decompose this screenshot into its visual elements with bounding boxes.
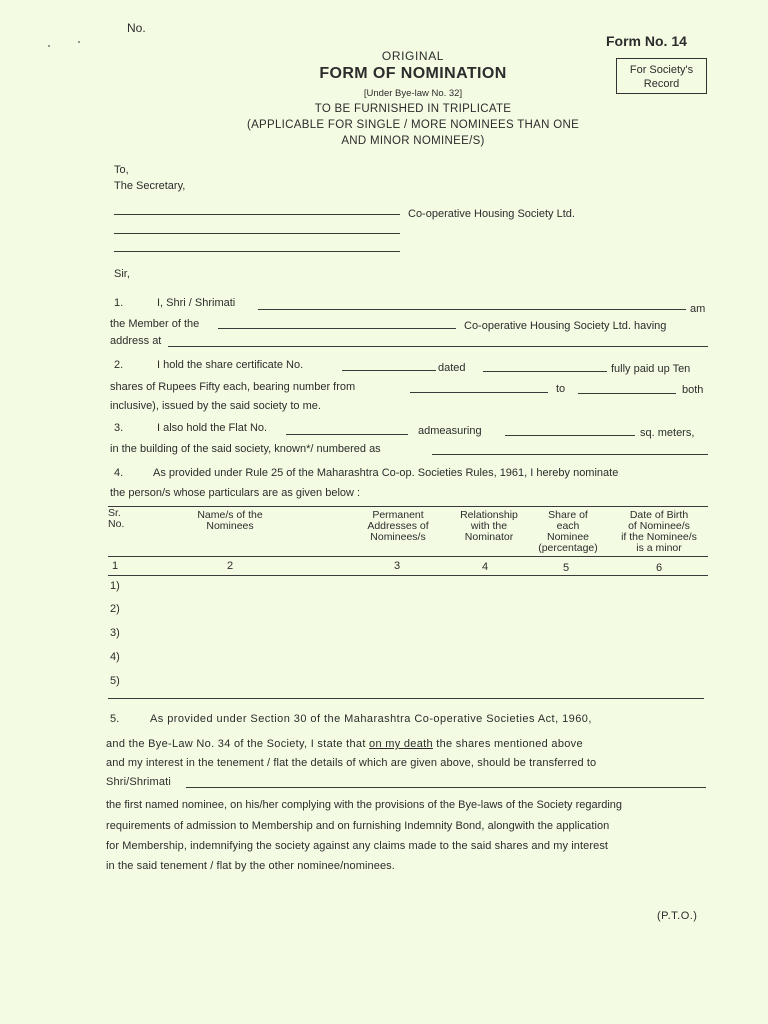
column-number-1: 1 — [112, 560, 119, 572]
clause-1-society-suffix: Co-operative Housing Society Ltd. having — [464, 320, 667, 332]
clause-4-text-2: the person/s whose particulars are as given below : — [110, 487, 361, 499]
column-number-3: 3 — [394, 560, 401, 572]
society-suffix: Co-operative Housing Society Ltd. — [408, 208, 575, 220]
table-row[interactable]: 2) — [110, 603, 120, 615]
society-address-line-2[interactable] — [114, 251, 400, 252]
header-nominee-names: Name/s of the Nominees — [197, 509, 263, 532]
pto-label: (P.T.O.) — [657, 910, 698, 922]
clause-5-line-7: for Membership, indemnifying the society against any claims made to the said shares and my interest — [106, 840, 609, 852]
society-address-line-1[interactable] — [114, 233, 400, 234]
clause-5-shri-label: Shri/Shrimati — [106, 776, 171, 788]
table-row[interactable]: 1) — [110, 580, 120, 592]
record-line-1: For Society's — [629, 64, 694, 76]
table-number-rule — [108, 575, 708, 576]
table-row[interactable]: 5) — [110, 675, 120, 687]
clause-2-inclusive: inclusive), issued by the said society to me. — [110, 400, 321, 412]
clause-3-building: in the building of the said society, known*/ numbered as — [110, 443, 381, 455]
header-date-of-birth: Date of Birth of Nominee/s if the Nominee/s is a minor — [621, 509, 697, 554]
area-line[interactable] — [505, 435, 635, 436]
clause-2-paid: fully paid up Ten — [611, 363, 691, 375]
bye-law-ref: [Under Bye-law No. 32] — [363, 88, 463, 99]
triplicate-note: TO BE FURNISHED IN TRIPLICATE — [314, 103, 512, 115]
table-bottom-rule — [108, 698, 704, 699]
table-row[interactable]: 3) — [110, 627, 120, 639]
clause-5-number: 5. — [110, 713, 120, 725]
flat-number-line[interactable] — [286, 434, 408, 435]
society-line-clause-1[interactable] — [218, 328, 456, 329]
table-top-rule — [108, 506, 708, 507]
certificate-number-line[interactable] — [342, 370, 436, 371]
clause-1-am: am — [690, 303, 706, 315]
page-title: FORM OF NOMINATION — [319, 65, 507, 82]
clause-3-flat-label: I also hold the Flat No. — [157, 422, 268, 434]
clause-2-number: 2. — [114, 359, 124, 371]
clause-5-line-3: and my interest in the tenement / flat the details of which are given above, should be transferred to — [106, 757, 597, 769]
column-number-4: 4 — [482, 561, 489, 573]
column-number-5: 5 — [563, 562, 570, 574]
salutation: Sir, — [114, 268, 130, 280]
certificate-date-line[interactable] — [483, 371, 607, 372]
clause-2-both: both — [682, 384, 704, 396]
scan-speck — [78, 41, 80, 43]
society-name-line[interactable] — [114, 214, 400, 215]
clause-2-shares-label: shares of Rupees Fifty each, bearing number from — [110, 381, 356, 393]
clause-2-dated: dated — [438, 362, 466, 374]
clause-1-address-label: address at — [110, 335, 162, 347]
clause-2-certificate-label: I hold the share certificate No. — [157, 359, 304, 371]
column-number-6: 6 — [656, 562, 663, 574]
clause-4-text: As provided under Rule 25 of the Maharashtra Co-op. Societies Rules, 1961, I hereby nominate — [153, 467, 619, 479]
secretary-label: The Secretary, — [114, 180, 186, 192]
table-row[interactable]: 4) — [110, 651, 120, 663]
to-label: To, — [114, 164, 129, 176]
applicable-note-1: (APPLICABLE FOR SINGLE / MORE NOMINEES THAN ONE — [246, 119, 580, 131]
form-number: Form No. 14 — [606, 33, 687, 49]
header-relationship: Relationship with the Nominator — [460, 509, 518, 543]
table-header-rule — [108, 556, 708, 557]
share-to-line[interactable] — [578, 393, 676, 394]
on-my-death-text: on my death — [369, 738, 433, 750]
clause-5-line-8: in the said tenement / flat by the other nominee/nominees. — [106, 860, 395, 872]
clause-1-number: 1. — [114, 297, 124, 309]
header-share: Share of each Nominee (percentage) — [538, 509, 598, 554]
header-addresses: Permanent Addresses of Nominees/s — [367, 509, 429, 543]
no-label: No. — [127, 21, 146, 35]
member-address-line[interactable] — [168, 346, 708, 347]
clause-2-to: to — [556, 383, 566, 395]
clause-5-line-5: the first named nominee, on his/her complying with the provisions of the Bye-laws of the Society regarding — [106, 799, 623, 811]
clause-5-line-1: As provided under Section 30 of the Maharashtra Co-operative Societies Act, 1960, — [150, 713, 592, 725]
member-name-line[interactable] — [258, 309, 686, 310]
clause-3-number: 3. — [114, 422, 124, 434]
clause-5-line-2: and the Bye-Law No. 34 of the Society, I state that on my death the shares mentioned above — [106, 738, 583, 750]
column-number-2: 2 — [227, 560, 234, 572]
original-label: ORIGINAL — [381, 49, 445, 63]
building-name-line[interactable] — [432, 454, 708, 455]
record-line-2: Record — [643, 78, 680, 90]
society-record-box — [616, 58, 707, 94]
clause-3-sq-meters: sq. meters, — [640, 427, 695, 439]
clause-1-member-label: I, Shri / Shrimati — [157, 297, 236, 309]
scan-speck — [48, 45, 50, 47]
share-from-line[interactable] — [410, 392, 548, 393]
clause-5-line-6: requirements of admission to Membership and on furnishing Indemnity Bond, alongwith the application — [106, 820, 610, 832]
clause-4-number: 4. — [114, 467, 124, 479]
clause-3-admeasuring: admeasuring — [418, 425, 482, 437]
header-sr-no: Sr. No. — [108, 507, 125, 530]
transferee-name-line[interactable] — [186, 787, 706, 788]
clause-1-member-of: the Member of the — [110, 318, 200, 330]
applicable-note-2: AND MINOR NOMINEE/S) — [341, 135, 485, 147]
